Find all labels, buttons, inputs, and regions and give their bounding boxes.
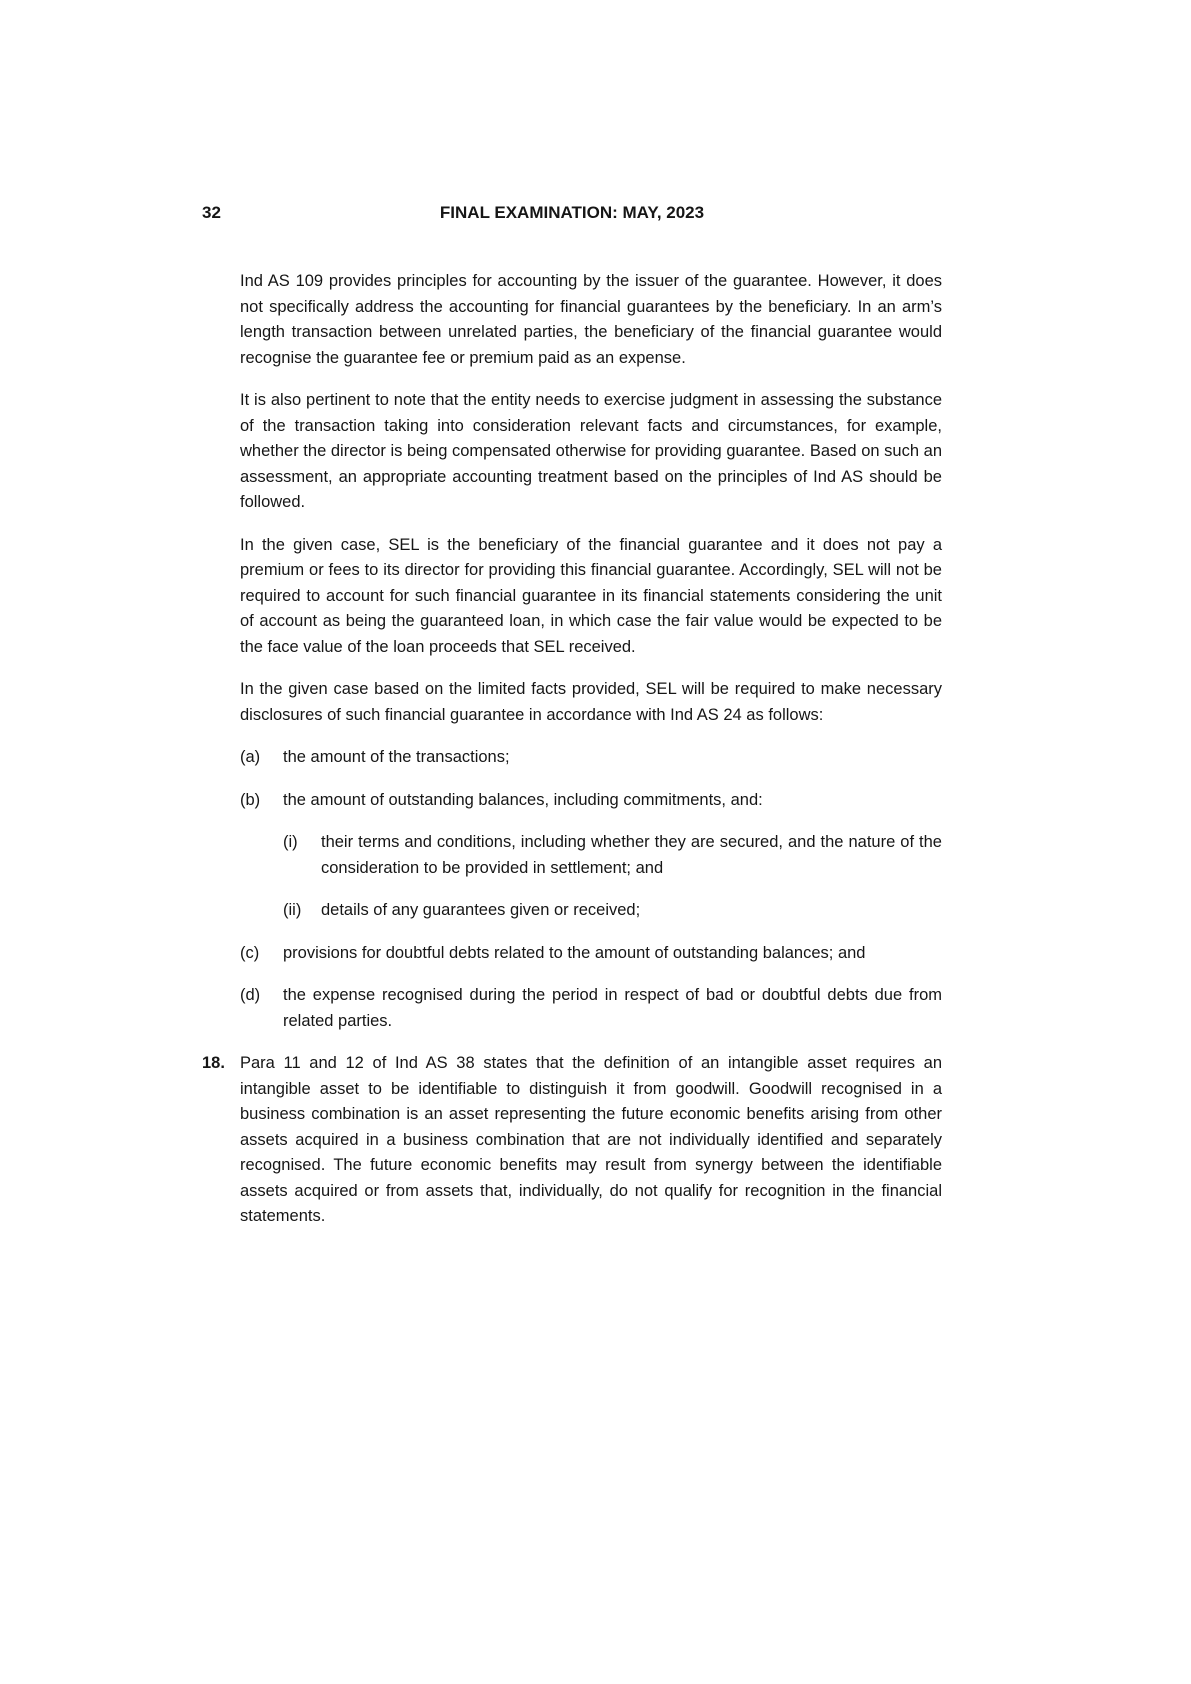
sub-item-i bbox=[283, 830, 942, 881]
list-item-b bbox=[240, 788, 942, 814]
sub-item-i-text: their terms and conditions, including whether they are secured, and the nature of the consideration to be provided in settlement; and bbox=[321, 833, 942, 877]
list-item-b-label: (b) bbox=[240, 790, 261, 809]
question-18-number: 18. bbox=[202, 1054, 225, 1072]
list-item-a bbox=[240, 745, 942, 771]
list-item-c-text: provisions for doubtful debts related to the amount of outstanding balances; and bbox=[283, 943, 866, 962]
question-18-text: Para 11 and 12 of Ind AS 38 states that the definition of an intangible asset requires an intangible asset to be identifiable to distinguish it from goodwill. Goodwill recognised in a business combination is an asset representing the future economic benefits arising from other assets acquired in a business combination that are not individually identified and separately recognised. The future economic benefits may result from synergy between the identifiable assets acquired or from assets that, individually, do not qualify for recognition in the financial statements. bbox=[240, 1054, 942, 1225]
paragraph-disclosures-intro: In the given case based on the limited facts provided, SEL will be required to make necessary disclosures of such financial guarantee in accordance with Ind AS 24 as follows: bbox=[240, 680, 942, 724]
list-item-d-text: the expense recognised during the period in respect of bad or doubtful debts due from related parties. bbox=[283, 986, 942, 1030]
paragraph-judgment: It is also pertinent to note that the entity needs to exercise judgment in assessing the substance of the transaction taking into consideration relevant facts and circumstances, for example, whether the director is being compensated otherwise for providing guarantee. Based on such an assessment, an appropriate accounting treatment based on the principles of Ind AS should be followed. bbox=[240, 391, 942, 511]
list-item-d bbox=[240, 983, 942, 1034]
list-item-a-label: (a) bbox=[240, 748, 261, 766]
sub-item-ii-text: details of any guarantees given or received; bbox=[321, 901, 641, 919]
page-header bbox=[202, 203, 942, 223]
page-content bbox=[202, 203, 942, 1247]
page-number: 32 bbox=[202, 203, 221, 222]
sub-item-i-label: (i) bbox=[283, 833, 298, 851]
question-item-18 bbox=[202, 1051, 942, 1230]
paragraph-ind-as-109: Ind AS 109 provides principles for accounting by the issuer of the guarantee. However, it does not specifically address the accounting for financial guarantees by the beneficiary. In an arm’s length transaction between unrelated parties, the beneficiary of the financial guarantee would recognise the guarantee fee or premium paid as an expense. bbox=[240, 272, 942, 367]
list-item-c bbox=[240, 941, 942, 967]
sub-item-ii bbox=[283, 898, 942, 924]
list-item-c-label: (c) bbox=[240, 943, 260, 962]
document-body bbox=[202, 269, 942, 1230]
paragraph-sel-beneficiary: In the given case, SEL is the beneficiary of the financial guarantee and it does not pay a premium or fees to its director for providing this financial guarantee. Accordingly, SEL will not be required to account for such financial guarantee in its financial statements considering the unit of account as being the guaranteed loan, in which case the fair value would be expected to be the face value of the loan proceeds that SEL received. bbox=[240, 535, 942, 656]
list-item-a-text: the amount of the transactions; bbox=[283, 748, 510, 766]
list-item-d-label: (d) bbox=[240, 986, 261, 1004]
list-item-b-text: the amount of outstanding balances, including commitments, and: bbox=[283, 790, 763, 809]
sub-item-ii-label: (ii) bbox=[283, 901, 302, 919]
page-title: FINAL EXAMINATION: MAY, 2023 bbox=[439, 203, 705, 222]
